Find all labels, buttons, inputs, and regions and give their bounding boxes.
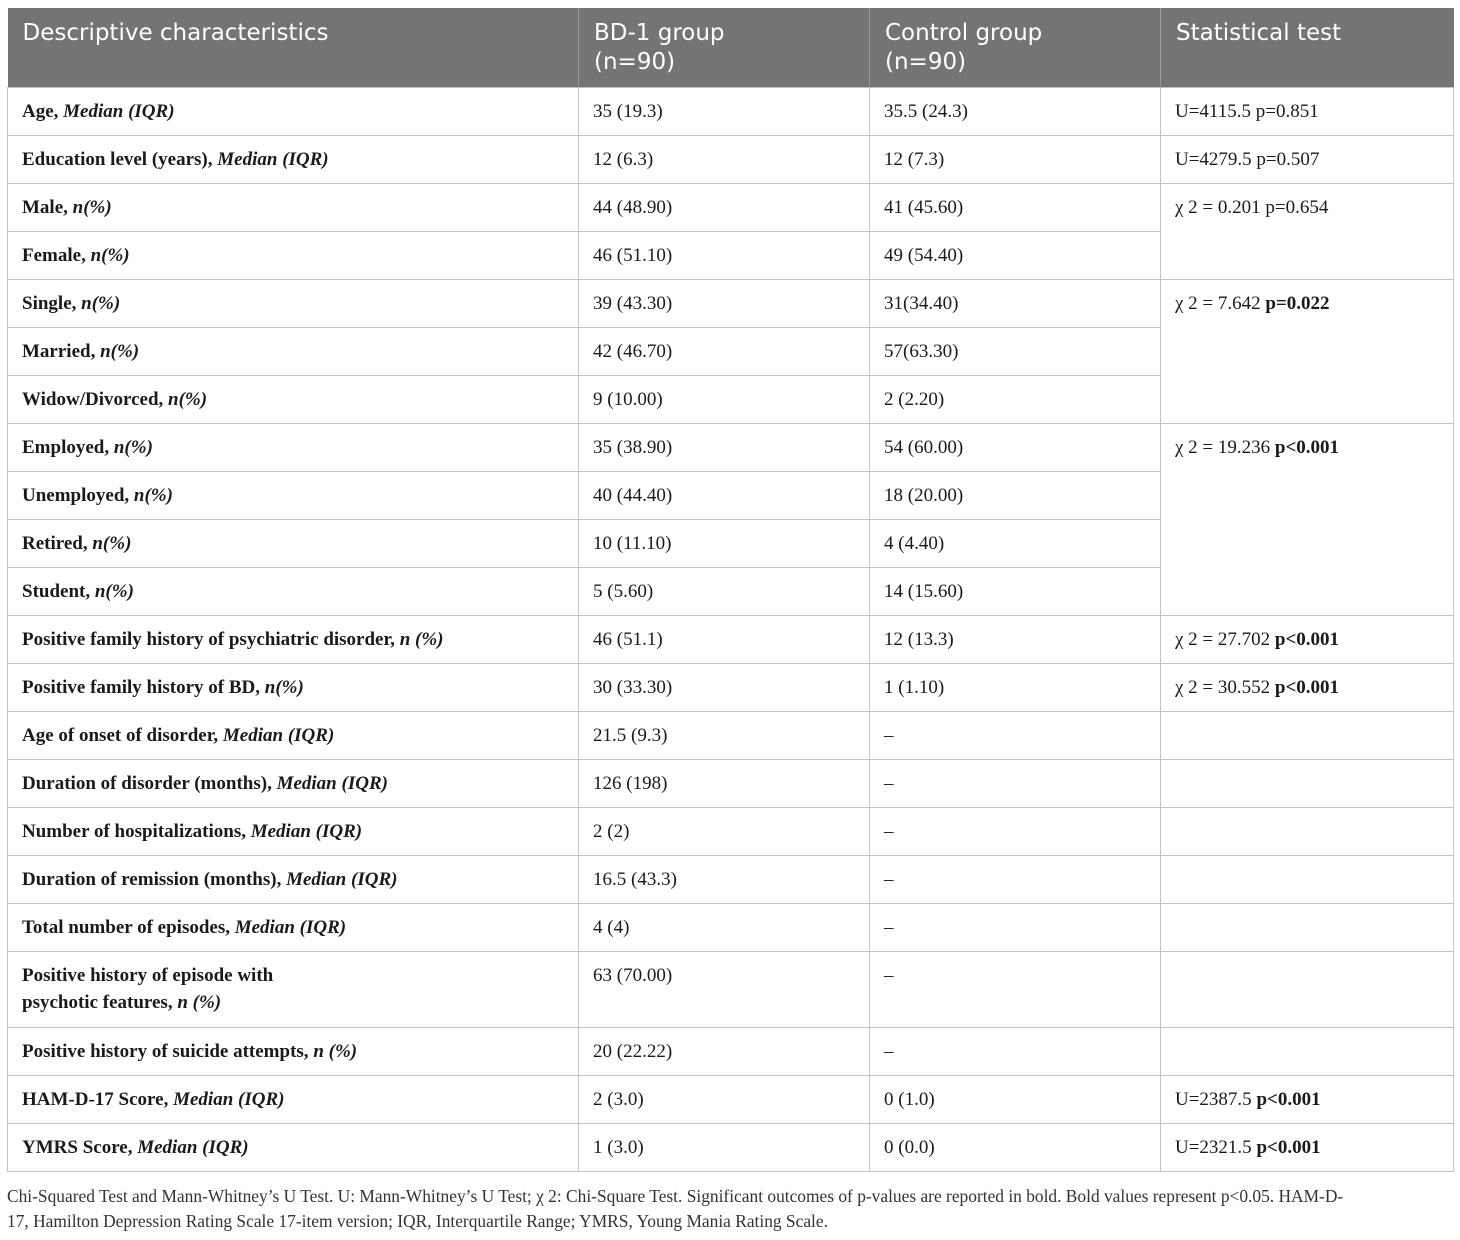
control-value: – [870, 952, 1161, 1028]
control-value: 18 (20.00) [870, 472, 1161, 520]
bd1-value: 21.5 (9.3) [579, 712, 870, 760]
stat-test: χ 2 = 27.702 p<0.001 [1161, 616, 1454, 664]
control-value: – [870, 856, 1161, 904]
control-value: – [870, 808, 1161, 856]
bd1-value: 2 (2) [579, 808, 870, 856]
stat-test: χ 2 = 30.552 p<0.001 [1161, 664, 1454, 712]
header-statistical-test: Statistical test [1161, 8, 1454, 88]
table-row [8, 184, 1454, 232]
stat-test: χ 2 = 0.201 p=0.654 [1161, 184, 1454, 280]
stat-test: χ 2 = 7.642 p=0.022 [1161, 280, 1454, 424]
stat-test: χ 2 = 19.236 p<0.001 [1161, 424, 1454, 616]
row-label: Age of onset of disorder, Median (IQR) [8, 712, 579, 760]
bd1-value: 40 (44.40) [579, 472, 870, 520]
header-bd1-group: BD-1 group (n=90) [579, 8, 870, 88]
bd1-value: 39 (43.30) [579, 280, 870, 328]
stat-test [1161, 808, 1454, 856]
bd1-value: 63 (70.00) [579, 952, 870, 1028]
stat-test [1161, 856, 1454, 904]
bd1-value: 4 (4) [579, 904, 870, 952]
stat-test [1161, 760, 1454, 808]
table-row [8, 136, 1454, 184]
control-value: 1 (1.10) [870, 664, 1161, 712]
table-row [8, 952, 1454, 1028]
row-label: Positive history of episode with psychotic features, n (%) [8, 952, 579, 1028]
row-label: HAM-D-17 Score, Median (IQR) [8, 1076, 579, 1124]
control-value: 2 (2.20) [870, 376, 1161, 424]
stat-test [1161, 952, 1454, 1028]
table-row [8, 1124, 1454, 1172]
bd1-value: 12 (6.3) [579, 136, 870, 184]
stat-test: U=2387.5 p<0.001 [1161, 1076, 1454, 1124]
row-label: YMRS Score, Median (IQR) [8, 1124, 579, 1172]
control-value: 0 (0.0) [870, 1124, 1161, 1172]
bd1-value: 16.5 (43.3) [579, 856, 870, 904]
footnote-line-2: 17, Hamilton Depression Rating Scale 17-item version; IQR, Interquartile Range; YMRS, Young Mania Rating Scale. [7, 1211, 828, 1231]
bd1-value: 46 (51.1) [579, 616, 870, 664]
row-label: Employed, n(%) [8, 424, 579, 472]
stat-test: U=4279.5 p=0.507 [1161, 136, 1454, 184]
control-value: 35.5 (24.3) [870, 88, 1161, 136]
header-control-group: Control group (n=90) [870, 8, 1161, 88]
row-label: Married, n(%) [8, 328, 579, 376]
bd1-value: 126 (198) [579, 760, 870, 808]
control-value: – [870, 904, 1161, 952]
row-label: Positive family history of BD, n(%) [8, 664, 579, 712]
control-value: 4 (4.40) [870, 520, 1161, 568]
control-value: 49 (54.40) [870, 232, 1161, 280]
header-characteristics: Descriptive characteristics [8, 8, 579, 88]
control-value: 14 (15.60) [870, 568, 1161, 616]
row-label: Positive history of suicide attempts, n (%) [8, 1028, 579, 1076]
characteristics-table [7, 8, 1454, 1172]
bd1-value: 5 (5.60) [579, 568, 870, 616]
table-row [8, 712, 1454, 760]
stat-test [1161, 904, 1454, 952]
table-row [8, 760, 1454, 808]
stat-test [1161, 1028, 1454, 1076]
table-row [8, 424, 1454, 472]
bd1-value: 20 (22.22) [579, 1028, 870, 1076]
control-value: – [870, 712, 1161, 760]
row-label: Widow/Divorced, n(%) [8, 376, 579, 424]
stat-test [1161, 712, 1454, 760]
table-row [8, 904, 1454, 952]
row-label: Positive family history of psychiatric disorder, n (%) [8, 616, 579, 664]
bd1-value: 35 (19.3) [579, 88, 870, 136]
table-row [8, 856, 1454, 904]
control-value: 31(34.40) [870, 280, 1161, 328]
bd1-value: 2 (3.0) [579, 1076, 870, 1124]
table-row [8, 808, 1454, 856]
bd1-value: 42 (46.70) [579, 328, 870, 376]
row-label: Age, Median (IQR) [8, 88, 579, 136]
control-value: – [870, 760, 1161, 808]
table-row [8, 280, 1454, 328]
table-container [7, 8, 1453, 1172]
table-row [8, 664, 1454, 712]
table-row [8, 1076, 1454, 1124]
table-row [8, 1028, 1454, 1076]
bd1-value: 35 (38.90) [579, 424, 870, 472]
control-value: 0 (1.0) [870, 1076, 1161, 1124]
table-footnote [7, 1184, 1453, 1234]
row-label: Male, n(%) [8, 184, 579, 232]
control-value: 12 (7.3) [870, 136, 1161, 184]
row-label: Retired, n(%) [8, 520, 579, 568]
row-label: Unemployed, n(%) [8, 472, 579, 520]
bd1-value: 46 (51.10) [579, 232, 870, 280]
header-row [8, 8, 1454, 88]
row-label: Number of hospitalizations, Median (IQR) [8, 808, 579, 856]
control-value: 41 (45.60) [870, 184, 1161, 232]
stat-test: U=4115.5 p=0.851 [1161, 88, 1454, 136]
bd1-value: 44 (48.90) [579, 184, 870, 232]
control-value: 54 (60.00) [870, 424, 1161, 472]
row-label: Duration of disorder (months), Median (IQR) [8, 760, 579, 808]
row-label: Single, n(%) [8, 280, 579, 328]
row-label: Female, n(%) [8, 232, 579, 280]
row-label: Duration of remission (months), Median (IQR) [8, 856, 579, 904]
control-value: – [870, 1028, 1161, 1076]
table-row [8, 616, 1454, 664]
stat-test: U=2321.5 p<0.001 [1161, 1124, 1454, 1172]
footnote-line-1: Chi-Squared Test and Mann-Whitney’s U Test. U: Mann-Whitney’s U Test; χ 2: Chi-Square Test. Significant outcomes of p-values are reported in bold. Bold values represent p<0.05. HAM-D- [7, 1186, 1344, 1206]
row-label: Student, n(%) [8, 568, 579, 616]
row-label: Education level (years), Median (IQR) [8, 136, 579, 184]
row-label: Total number of episodes, Median (IQR) [8, 904, 579, 952]
bd1-value: 30 (33.30) [579, 664, 870, 712]
table-row [8, 88, 1454, 136]
bd1-value: 9 (10.00) [579, 376, 870, 424]
control-value: 57(63.30) [870, 328, 1161, 376]
bd1-value: 10 (11.10) [579, 520, 870, 568]
bd1-value: 1 (3.0) [579, 1124, 870, 1172]
control-value: 12 (13.3) [870, 616, 1161, 664]
